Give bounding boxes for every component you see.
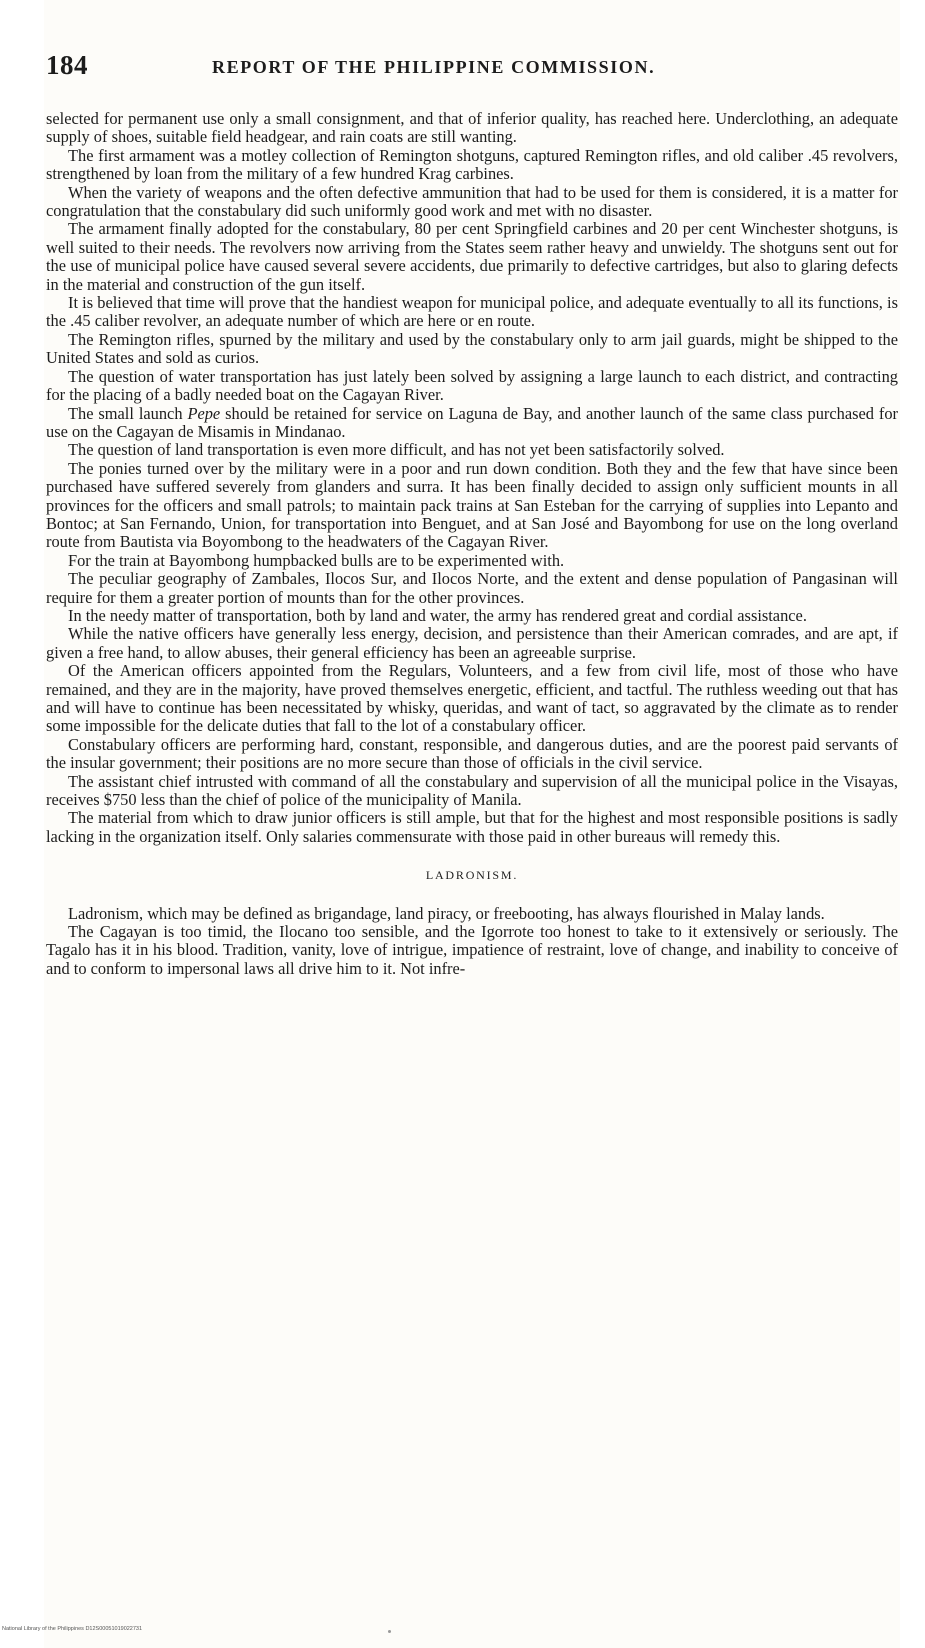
paragraph: In the needy matter of transportation, both by land and water, the army has rendered great and cordial assistance.: [68, 605, 807, 625]
paragraph: selected for permanent use only a small consignment, and that of inferior quality, has reached here. Underclothing, an adequate supply of shoes, suitable field headgear, and rain coats are still wanting.: [46, 109, 898, 147]
launch-name: Pepe: [187, 403, 221, 423]
document-page: [44, 0, 900, 1648]
paragraph: When the variety of weapons and the often defective ammunition that had to be used for them is considered, it is a matter for congratulation that the constabulary did such uniformly good work and met with no disaster.: [46, 182, 898, 221]
paragraph: The question of water transportation has just lately been solved by assigning a large launch to each district, and contracting for the placing of a badly needed boat on the Cagayan River.: [46, 366, 898, 405]
paragraph: For the train at Bayombong humpbacked bulls are to be experimented with.: [68, 550, 565, 570]
paragraph: While the native officers have generally less energy, decision, and persistence than their American comrades, and are apt, if given a free hand, to allow abuses, their general efficiency has been an agreeable surprise.: [46, 624, 898, 662]
paragraph: Of the American officers appointed from the Regulars, Volunteers, and a few from civil life, most of those who have remained, and they are in the majority, have proved themselves energetic, efficient, and tactful. The ruthless weeding out that has and will have to continue has been necessitated by whisky, queridas, and want of tact, so aggravated by the climate as to render some impossible for the delicate duties that fall to the lot of a constabulary officer.: [46, 661, 898, 736]
paragraph-text: should be retained for service on Laguna de Bay, and another launch of the same class purchased for use on the Cagayan de Misamis in Mindanao.: [46, 403, 898, 441]
paragraph: The ponies turned over by the military were in a poor and run down condition. Both they and the few that have since been purchased have suffered severely from glanders and surra. It has been finally decided to assign only sufficient mounts in all provinces for the officers and small patrols; to maintain pack trains at San Esteban for the carrying of supplies into Lepanto and Bontoc; at San Fernando, Union, for transportation into Benguet, and at San José and Bayombong for use on the long overland route from Bautista via Boyombong to the headwaters of the Cagayan River.: [46, 458, 898, 552]
page-number: 184: [46, 50, 88, 80]
paragraph: Ladronism, which may be defined as brigandage, land piracy, or freebooting, has always flourished in Malay lands.: [68, 903, 825, 923]
scan-speck: [388, 1630, 391, 1633]
body-text: [46, 110, 898, 978]
paragraph: The first armament was a motley collection of Remington shotguns, captured Remington rifles, and old caliber .45 revolvers, strengthened by loan from the military of a few hundred Krag carbines.: [46, 145, 898, 184]
paragraph: The Remington rifles, spurned by the military and used by the constabulary only to arm jail guards, might be shipped to the United States and sold as curios.: [46, 329, 898, 368]
page-header: [44, 50, 900, 84]
section-heading: LADRONISM.: [425, 868, 519, 883]
paragraph: The armament finally adopted for the constabulary, 80 per cent Springfield carbines and 20 per cent Winchester shotguns, is well suited to their needs. The revolvers now arriving from the States seem rather heavy and unwieldy. The shotguns sent out for the use of municipal police have caused several severe accidents, due primarily to defective cartridges, but also to glaring defects in the material and construction of the gun itself.: [46, 219, 898, 294]
paragraph: The peculiar geography of Zambales, Ilocos Sur, and Ilocos Norte, and the extent and dense population of Pangasinan will require for them a greater portion of mounts than for the other provinces.: [46, 569, 898, 607]
paragraph-pepe: [46, 405, 898, 442]
paragraph: The assistant chief intrusted with command of all the constabulary and supervision of all the municipal police in the Visayas, receives $750 less than the chief of police of the municipality of Manila.: [46, 771, 898, 810]
paragraph: The Cagayan is too timid, the Ilocano too sensible, and the Igorrote too honest to take to it extensively or seriously. The Tagalo has it in his blood. Tradition, vanity, love of intrigue, impatience of restraint, love of change, and inability to conceive of and to conform to impersonal laws all drive him to it. Not infre-: [46, 922, 898, 978]
paragraph: It is believed that time will prove that the handiest weapon for municipal police, and adequate eventually to all its functions, is the .45 caliber revolver, an adequate number of which are here or en route.: [46, 293, 898, 331]
paragraph-text: The small launch: [68, 403, 188, 423]
running-title: REPORT OF THE PHILIPPINE COMMISSION.: [212, 57, 656, 77]
scan-footer-note: National Library of the Philippines D12S00051019022731: [2, 1626, 143, 1632]
paragraph: The question of land transportation is even more difficult, and has not yet been satisfactorily solved.: [68, 440, 725, 460]
paragraph: The material from which to draw junior officers is still ample, but that for the highest and most responsible positions is sadly lacking in the organization itself. Only salaries commensurate with those paid in other bureaus will remedy this.: [46, 808, 898, 846]
paragraph: Constabulary officers are performing hard, constant, responsible, and dangerous duties, and are the poorest paid servants of the insular government; their positions are no more secure than those of officials in the civil service.: [46, 734, 898, 773]
